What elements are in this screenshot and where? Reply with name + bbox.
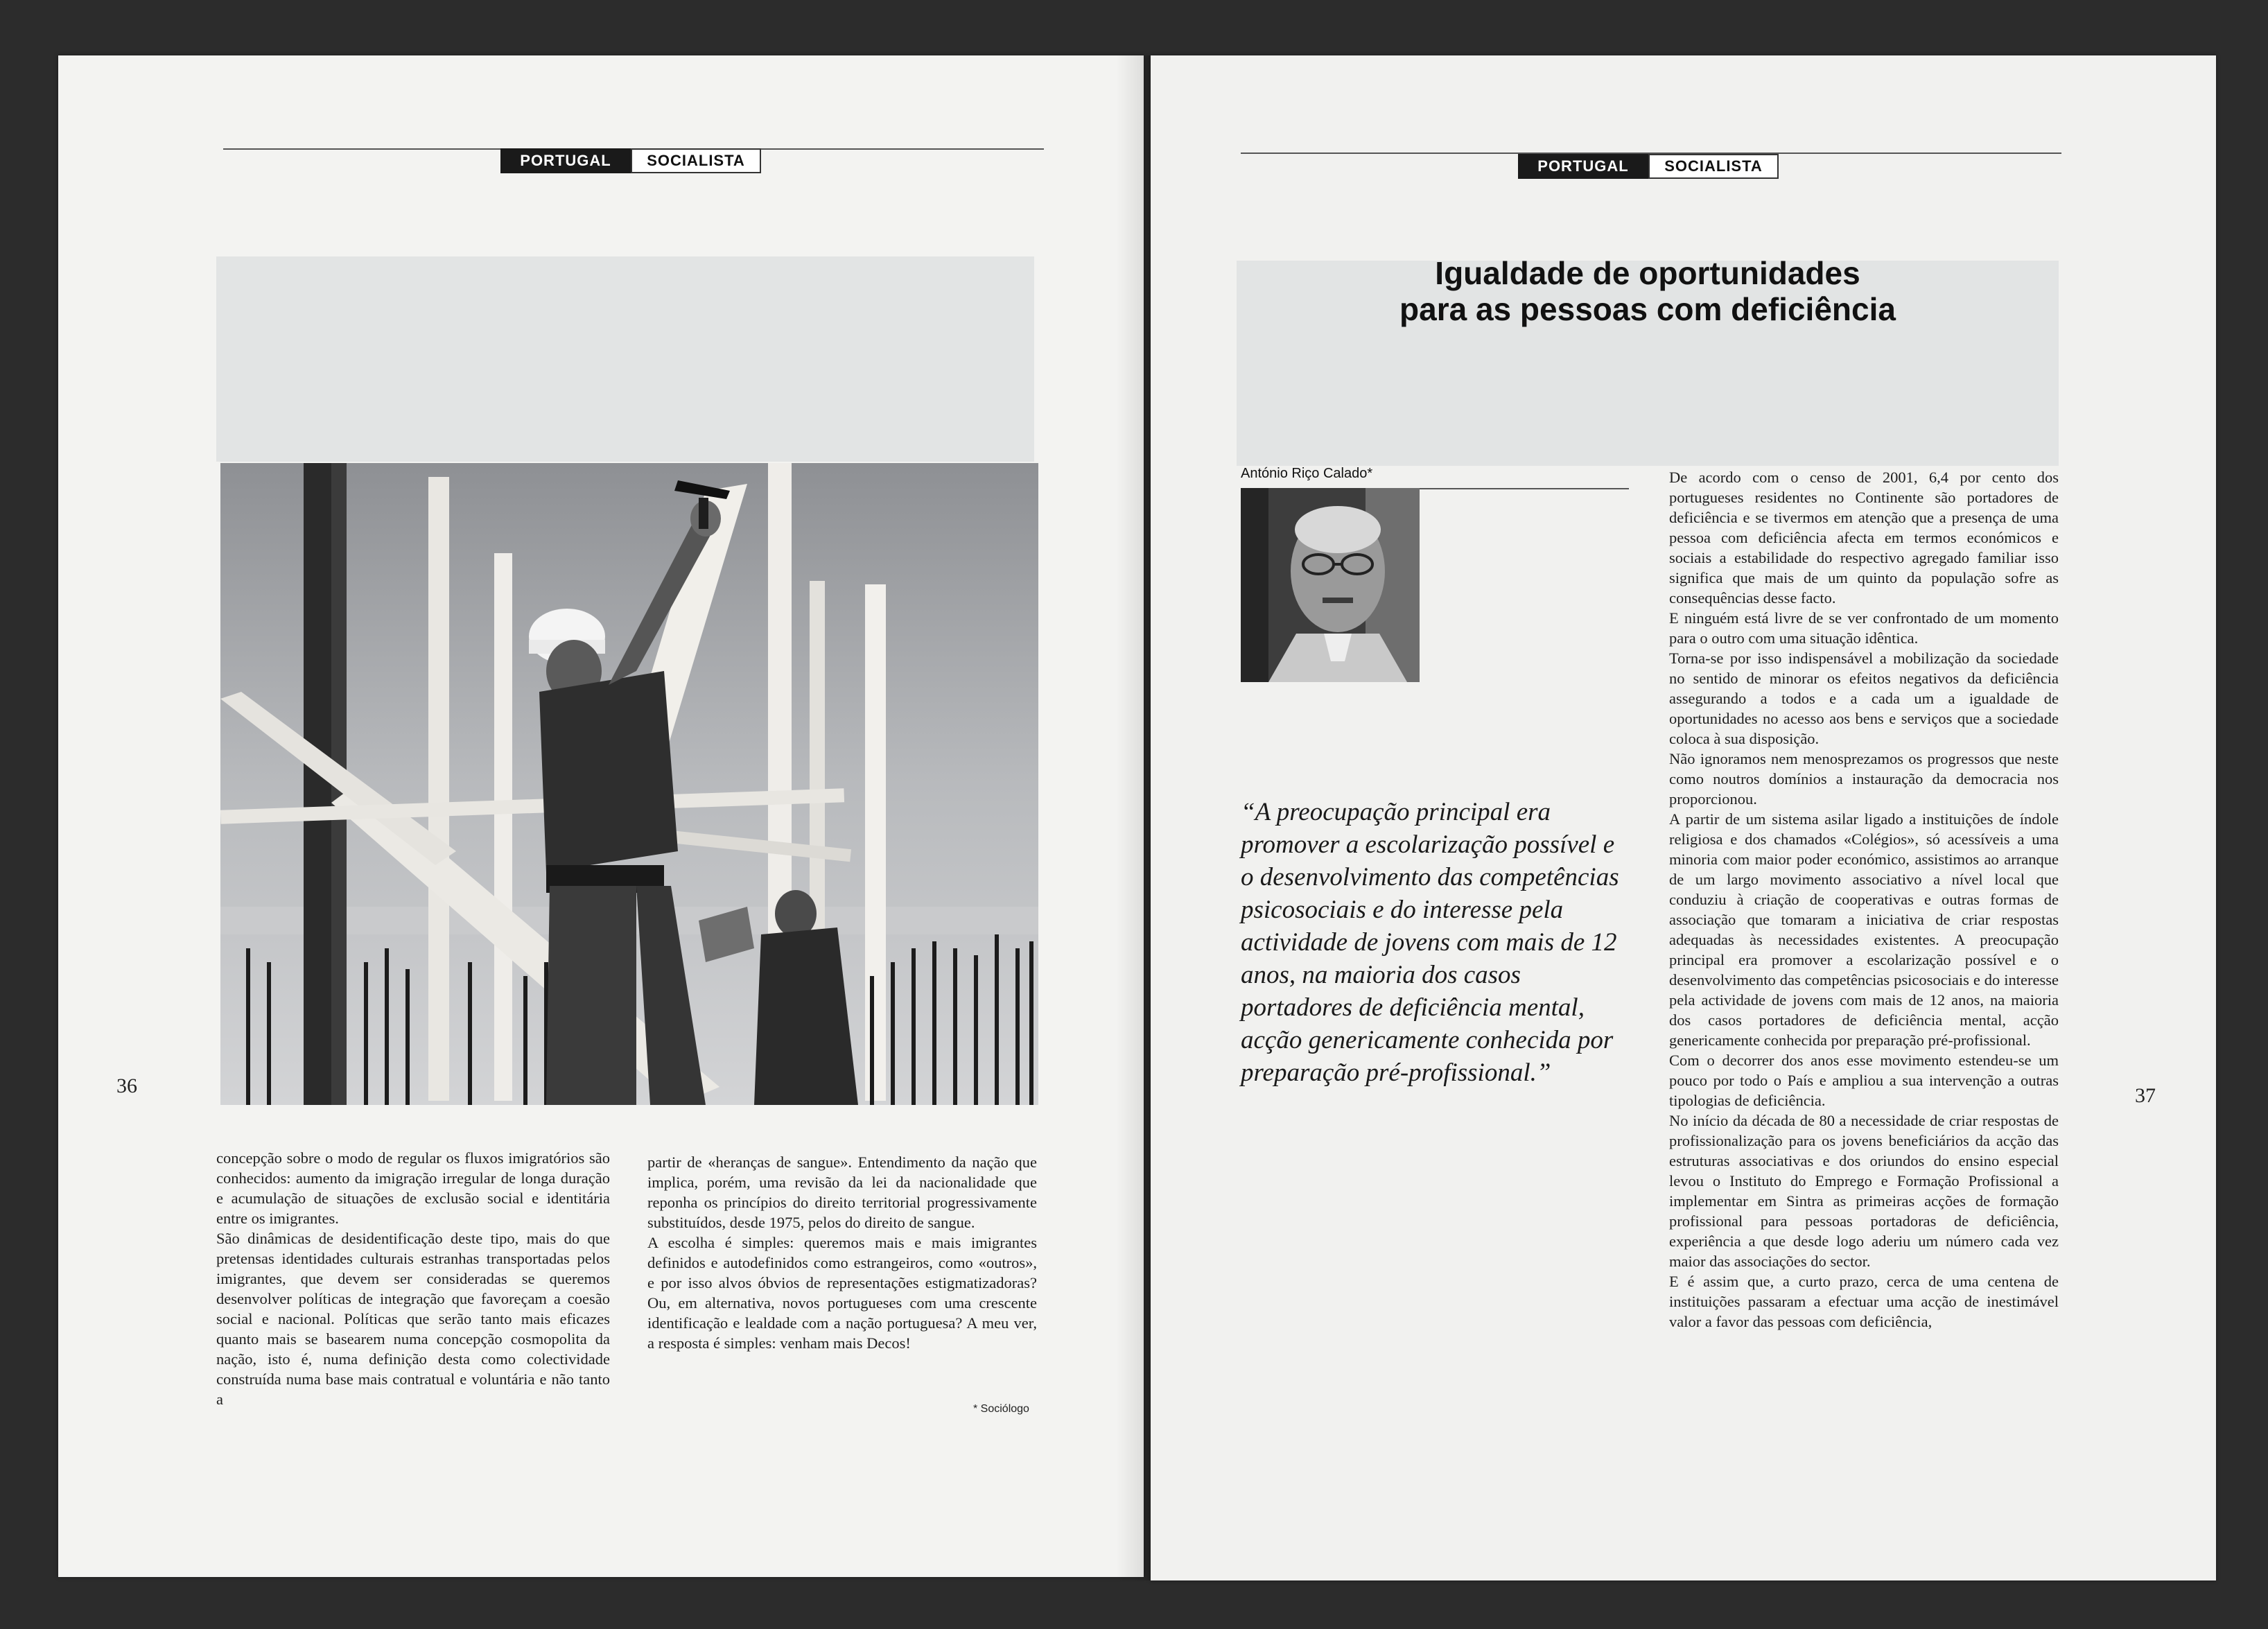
- page-number-left: 36: [116, 1074, 137, 1097]
- masthead-right: [1518, 154, 1779, 179]
- masthead-portugal-right: PORTUGAL: [1518, 154, 1648, 179]
- pull-quote: “A preocupação principal era promover a escolarização possível e o desenvolvimento das competências psicosociais e do interesse pela actividade de jovens com mais de 12 anos, na maioria dos casos portadores de deficiência mental, acção genericamente conhecida por preparação pré-profissional.”: [1241, 798, 1619, 1087]
- masthead-left: [500, 148, 761, 173]
- left-column-2: [647, 1152, 1037, 1353]
- masthead-socialista-right: SOCIALISTA: [1648, 154, 1779, 179]
- right-body-para-1: De acordo com o censo de 2001, 6,4 por cento dos portugueses residentes no Continente são portadores de deficiência e se tivermos em atenção que a presença de uma pessoa com deficiência afecta em termos económicos e sociais a estabilidade do respectivo agregado familiar isso significa que mais de um quinto da população sofre as consequências desse facto.: [1669, 469, 2059, 607]
- article-headline: [1237, 255, 2059, 327]
- right-body-para-2: E ninguém está livre de se ver confrontado de um momento para o outro com uma situação idêntica.: [1669, 609, 2059, 647]
- right-body-column: [1669, 467, 2059, 1332]
- author-portrait-illustration: [1241, 488, 1420, 682]
- right-body-para-4: Não ignoramos nem menosprezamos os progressos que neste como noutros domínios a instauração da democracia nos proporcionou.: [1669, 750, 2059, 808]
- left-column-1: [216, 1148, 610, 1409]
- right-body-para-6: Com o decorrer dos anos esse movimento estendeu-se um pouco por todo o País e ampliou a sua intervenção a outras tipologias de deficiência.: [1669, 1052, 2059, 1109]
- article-shaded-header: [216, 256, 1034, 462]
- right-body-para-3: Torna-se por isso indispensável a mobilização da sociedade no sentido de minorar os efeitos negativos da deficiência assegurando a todos e a cada um a igualdade de oportunidades no acesso aos bens e serviços que a sociedade coloca à sua disposição.: [1669, 650, 2059, 747]
- masthead-socialista: SOCIALISTA: [631, 148, 761, 173]
- headline-line-1: Igualdade de oportunidades: [1435, 255, 1860, 291]
- construction-photo: [220, 463, 1038, 1105]
- page-number-right: 37: [2135, 1084, 2156, 1107]
- right-body-para-8: E é assim que, a curto prazo, cerca de uma centena de instituições passaram a efectuar uma acção de inestimável valor a favor das pessoas com deficiência,: [1669, 1273, 2059, 1330]
- right-body-para-5: A partir de um sistema asilar ligado a instituições de índole religiosa e dos chamados «Colégios», só acessíveis a uma minoria com maior poder económico, assistimos ao arranque de um largo movimento associativo a nível local que conduziu à criação de cooperativas e outras formas de associação que tomaram a iniciativa de criar respostas adequadas às necessidades existentes. A preocupação principal era promover a escolarização possível e o desenvolvimento das competências psicosociais e do interesse pela actividade de jovens com mais de 12 anos, na maioria dos casos portadores de deficiência mental, acção genericamente conhecida por preparação pré-profissional.: [1669, 810, 2059, 1049]
- author-portrait: [1241, 488, 1420, 682]
- construction-photo-illustration: [220, 463, 1038, 1105]
- right-body-para-7: No início da década de 80 a necessidade de criar respostas de profissionalização para os jovens beneficiários da acção das estruturas associativas e dos oriundos do ensino especial levou o Instituto do Emprego e Formação Profissional a implementar em Sintra as primeiras acções de formação profissional para pessoas portadoras de deficiência, experiência a que desde logo aderiu um número cada vez maior das associações do sector.: [1669, 1112, 2059, 1270]
- footnote-sociologo: * Sociólogo: [973, 1403, 1029, 1415]
- left-col2-para-2: A escolha é simples: queremos mais e mais imigrantes definidos e autodefinidos como estrangeiros, como «outros», e por isso alvos óbvios de representações estigmatizadoras? Ou, em alternativa, novos portugueses com uma crescente identificação e lealdade com a nação portuguesa? A meu ver, a resposta é simples: venham mais Decos!: [647, 1234, 1037, 1352]
- masthead-portugal: PORTUGAL: [500, 148, 631, 173]
- left-col1-para-2: São dinâmicas de desidentificação deste tipo, mais do que pretensas identidades culturais estranhas transportadas pelos imigrantes, que devem ser consideradas se queremos desenvolver políticas de integração que favoreçam a coesão social e nacional. Políticas que serão tanto mais eficazes quanto mais se basearem numa concepção cosmopolita da nação, isto é, numa definição desta como colectividade construída numa base mais contratual e voluntária e não tanto a: [216, 1230, 610, 1408]
- headline-line-2: para as pessoas com deficiência: [1399, 291, 1896, 327]
- left-col2-para-1: partir de «heranças de sangue». Entendimento da nação que implica, porém, uma revisão da lei da nacionalidade que reponha os princípios do direito territorial progressivamente substituídos, desde 1975, pelos do direito de sangue.: [647, 1153, 1037, 1231]
- author-byline: António Riço Calado*: [1241, 466, 1373, 481]
- left-col1-para-1: concepção sobre o modo de regular os fluxos imigratórios são conhecidos: aumento da imigração irregular de longa duração e acumulação de situações de exclusão social e identitária entre os imigrantes.: [216, 1149, 610, 1227]
